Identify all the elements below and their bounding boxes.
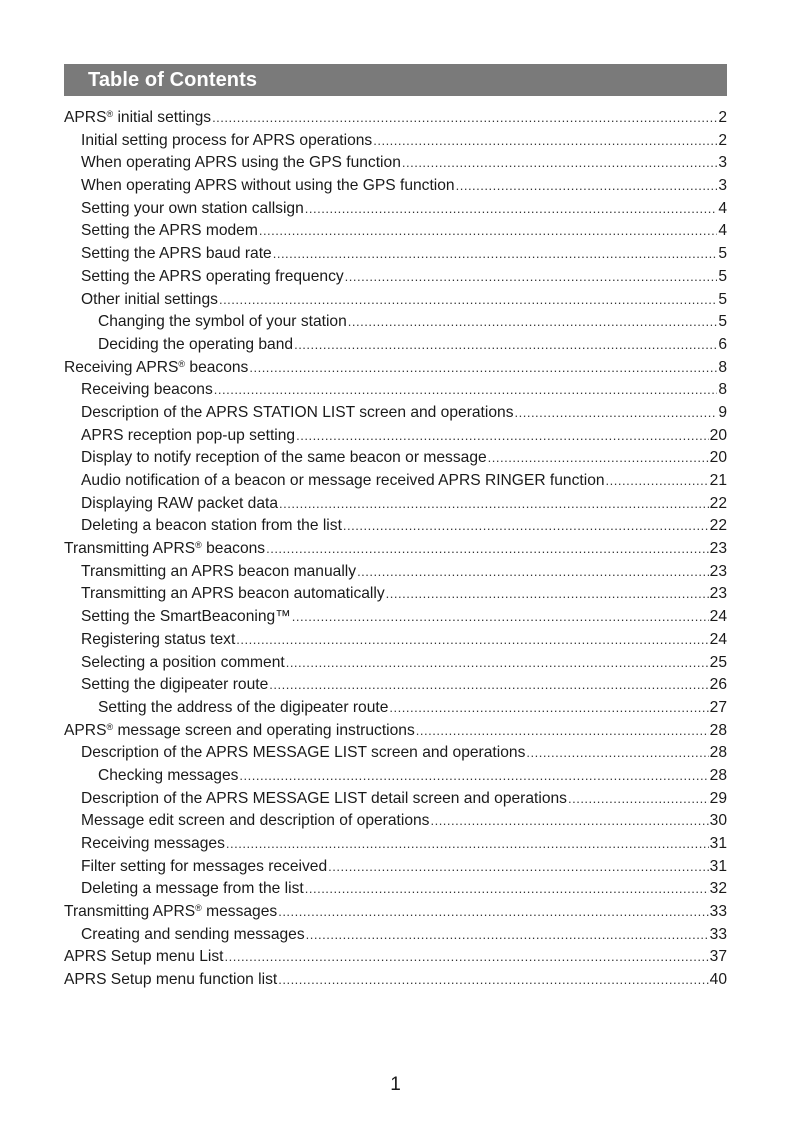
- dot-leader: [214, 379, 718, 402]
- toc-entry-title-text: Other initial settings: [81, 290, 218, 308]
- toc-entry-title-text: Changing the symbol of your station: [98, 313, 347, 331]
- toc-entry[interactable]: [64, 629, 727, 652]
- toc-entry-page: 20: [709, 426, 727, 444]
- toc-entry-title-text: Message edit screen and description of operations: [81, 812, 430, 830]
- toc-entry-page: 26: [709, 676, 727, 694]
- toc-entry-title: [81, 515, 342, 538]
- dot-leader: [357, 561, 709, 584]
- toc-entry-page: 37: [709, 948, 727, 966]
- toc-entry-title-text: Selecting a position comment: [81, 653, 285, 671]
- toc-entry-title: [81, 788, 567, 811]
- toc-entry-title-text: Audio notification of a beacon or message received APRS RINGER function: [81, 472, 605, 489]
- dot-leader: [259, 220, 717, 243]
- toc-entry-title: [81, 493, 278, 516]
- toc-entry-title: [81, 924, 305, 947]
- dot-leader: [305, 198, 718, 221]
- toc-entry-title: [64, 901, 277, 924]
- toc-entry[interactable]: [64, 924, 727, 947]
- toc-entry-title: [81, 152, 401, 175]
- toc-entry-title-text: Deleting a message from the list: [81, 880, 304, 898]
- toc-entry-title: [81, 379, 213, 402]
- page-number: 1: [390, 1074, 401, 1095]
- toc-entry-title-text: Setting the SmartBeaconing™: [81, 608, 291, 626]
- dot-leader: [269, 674, 708, 697]
- dot-leader: [305, 878, 709, 901]
- toc-entry-title-text: Setting the APRS modem: [81, 222, 258, 240]
- toc-entry-page: 40: [709, 971, 727, 989]
- toc-entry[interactable]: [64, 901, 727, 924]
- registered-mark: ®: [195, 903, 202, 914]
- toc-entry-page: 20: [709, 449, 727, 467]
- toc-entry-title-text: Displaying RAW packet data: [81, 494, 279, 512]
- toc-entry-title-text: When operating APRS using the GPS function: [81, 154, 401, 172]
- toc-entry-title-text: Setting the APRS operating frequency: [81, 267, 344, 285]
- toc-entry-page: 2: [718, 109, 727, 126]
- toc-entry[interactable]: [64, 266, 727, 289]
- toc-entry-title: [64, 107, 211, 130]
- toc-entry-title: [81, 175, 455, 198]
- toc-entry-page: 8: [718, 358, 727, 376]
- toc-entry-page: 9: [718, 403, 727, 421]
- toc-entry-title: [64, 720, 415, 743]
- dot-leader: [292, 606, 709, 629]
- toc-entry-title-text: Transmitting an APRS beacon manually: [81, 562, 357, 580]
- toc-entry[interactable]: [64, 674, 727, 697]
- toc-entry[interactable]: [64, 334, 727, 357]
- toc-entry-title: [98, 697, 388, 720]
- toc-entry-title-rest: message screen and operating instructions: [113, 721, 415, 739]
- dot-leader: [278, 901, 708, 924]
- toc-entry-title-text: Setting the digipeater route: [81, 676, 269, 694]
- toc-entry-title: [64, 946, 224, 969]
- toc-entry-page: 22: [709, 517, 727, 535]
- toc-entry-page: 28: [709, 721, 727, 739]
- toc-header-banner: [64, 64, 727, 96]
- dot-leader: [526, 742, 708, 765]
- toc-entry-title: [81, 130, 372, 153]
- toc-entry-page: 29: [709, 789, 727, 807]
- toc-entry-title-text: Registering status text: [81, 630, 236, 648]
- toc-entry-title-text: APRS Setup menu List: [64, 948, 224, 966]
- toc-entry-title: [64, 357, 248, 380]
- toc-entry[interactable]: [64, 765, 727, 788]
- toc-entry-title-rest: initial settings: [113, 109, 212, 126]
- toc-entry-page: 5: [718, 313, 727, 331]
- toc-entry[interactable]: [64, 606, 727, 629]
- toc-entry-title-rest: beacons: [185, 358, 249, 376]
- toc-entry[interactable]: [64, 583, 727, 606]
- toc-entry-title: [81, 674, 268, 697]
- toc-entry-page: 27: [709, 698, 727, 716]
- dot-leader: [389, 697, 708, 720]
- toc-entry-page: 33: [709, 925, 727, 943]
- toc-entry-title: [98, 765, 238, 788]
- toc-entry-page: 33: [709, 903, 727, 921]
- dot-leader: [219, 289, 717, 312]
- dot-leader: [273, 243, 718, 266]
- toc-entry-title-text: Receiving messages: [81, 835, 225, 852]
- toc-entry-title-text: Description of the APRS MESSAGE LIST detail screen and operations: [81, 789, 567, 807]
- toc-entry-page: 2: [718, 131, 727, 149]
- toc-entry[interactable]: [64, 243, 727, 266]
- toc-entry-page: 30: [709, 812, 727, 830]
- toc-entry-title-rest: messages: [201, 903, 278, 921]
- toc-entry-title: [81, 629, 235, 652]
- toc-entry-page: 25: [709, 653, 727, 671]
- toc-entry-page: 5: [718, 245, 727, 263]
- dot-leader: [606, 470, 709, 493]
- toc-entry-page: 5: [718, 290, 727, 308]
- toc-entry-title-text: Description of the APRS MESSAGE LIST screen and operations: [81, 744, 526, 762]
- toc-entry-title-text: Display to notify reception of the same beacon or message: [81, 449, 487, 467]
- toc-entry-title: [81, 470, 605, 493]
- toc-entry-title: [81, 810, 429, 833]
- toc-entry-page: 6: [718, 335, 727, 353]
- toc-entry-page: 3: [718, 154, 727, 172]
- dot-leader: [212, 107, 717, 130]
- toc-entry-title: [81, 402, 514, 425]
- toc-entry-title-text: Setting the APRS baud rate: [81, 245, 272, 263]
- toc-entry-title-text: Description of the APRS STATION LIST screen and operations: [81, 403, 514, 421]
- toc-entry[interactable]: [64, 289, 727, 312]
- toc-entry-page: 23: [709, 540, 727, 558]
- dot-leader: [328, 856, 709, 879]
- toc-entry-page: 22: [709, 494, 727, 512]
- toc-entry[interactable]: [64, 742, 727, 765]
- toc-entry-title-text: Creating and sending messages: [81, 925, 305, 943]
- toc-entry-title: [81, 243, 272, 266]
- toc-entry[interactable]: [64, 402, 727, 425]
- toc-entry-page: 4: [718, 199, 727, 217]
- toc-entry-title: [81, 833, 225, 856]
- toc-entry-page: 24: [709, 608, 727, 626]
- dot-leader: [430, 810, 708, 833]
- toc-entry[interactable]: [64, 379, 727, 402]
- toc-entry-page: 32: [709, 880, 727, 898]
- dot-leader: [345, 266, 718, 289]
- dot-leader: [279, 493, 709, 516]
- toc-entry-page: 23: [709, 562, 727, 580]
- toc-entry-title-text: Initial setting process for APRS operations: [81, 131, 373, 149]
- toc-entry-page: 31: [709, 835, 727, 852]
- toc-entry-title-text: When operating APRS without using the GPS function: [81, 177, 455, 195]
- dot-leader: [239, 765, 708, 788]
- toc-entry-title: [81, 878, 304, 901]
- toc-entry[interactable]: [64, 357, 727, 380]
- toc-entry[interactable]: [64, 425, 727, 448]
- dot-leader: [348, 311, 718, 334]
- toc-entry[interactable]: [64, 788, 727, 811]
- toc-entry-title-text: Deleting a beacon station from the list: [81, 517, 342, 535]
- toc-entry-page: 4: [718, 222, 727, 240]
- toc-entry-page: 28: [709, 766, 727, 784]
- toc-entry-title-text: Setting your own station callsign: [81, 199, 304, 217]
- toc-entry[interactable]: [64, 311, 727, 334]
- toc-entry-title-text: APRS reception pop-up setting: [81, 426, 296, 444]
- toc-entry[interactable]: [64, 856, 727, 879]
- toc-entry-page: 3: [718, 177, 727, 195]
- toc-entry-title: [81, 856, 327, 879]
- toc-entry-title-text: Setting the address of the digipeater route: [98, 698, 389, 716]
- toc-entry-title: [98, 334, 293, 357]
- toc-entry[interactable]: [64, 720, 727, 743]
- toc-entry[interactable]: [64, 561, 727, 584]
- dot-leader: [515, 402, 718, 425]
- toc-entry-page: 28: [709, 744, 727, 762]
- dot-leader: [236, 629, 708, 652]
- toc-entry-title: [81, 583, 385, 606]
- toc-entry[interactable]: [64, 652, 727, 675]
- toc-entry[interactable]: [64, 697, 727, 720]
- toc-entry-title: [81, 289, 218, 312]
- toc-entry[interactable]: [64, 969, 727, 992]
- toc-entry-title: [81, 220, 258, 243]
- toc-entry[interactable]: [64, 810, 727, 833]
- toc-entry-title-text: Transmitting an APRS beacon automatically: [81, 585, 385, 603]
- dot-leader: [386, 583, 709, 606]
- toc-entry[interactable]: [64, 470, 727, 493]
- toc-entry-title: [81, 266, 344, 289]
- toc-entry[interactable]: [64, 198, 727, 221]
- dot-leader: [296, 425, 709, 448]
- toc-entry-title-text: Receiving APRS: [64, 358, 179, 376]
- toc-entry-title-text: Filter setting for messages received: [81, 857, 328, 875]
- toc-entry-title-text: APRS: [64, 109, 107, 126]
- dot-leader: [294, 334, 717, 357]
- toc-entry-title-text: APRS: [64, 721, 107, 739]
- dot-leader: [225, 946, 709, 969]
- registered-mark: ®: [195, 540, 202, 551]
- toc-entry-title: [81, 606, 291, 629]
- toc-entry[interactable]: [64, 833, 727, 856]
- toc-entry-title-text: Receiving beacons: [81, 381, 213, 399]
- toc-entry[interactable]: [64, 447, 727, 470]
- dot-leader: [568, 788, 709, 811]
- toc-entry-title: [81, 198, 304, 221]
- toc-entry-title-text: APRS Setup menu function list: [64, 971, 278, 989]
- toc-entry[interactable]: [64, 152, 727, 175]
- toc-entry-title: [81, 742, 525, 765]
- toc-entry[interactable]: [64, 493, 727, 516]
- toc-entry-title-text: Deciding the operating band: [98, 335, 294, 353]
- toc-entry[interactable]: [64, 515, 727, 538]
- dot-leader: [249, 357, 717, 380]
- toc-entry-title: [64, 538, 265, 561]
- dot-leader: [286, 652, 709, 675]
- toc-entry[interactable]: [64, 130, 727, 153]
- dot-leader: [278, 969, 708, 992]
- toc-entry-page: 31: [709, 857, 727, 875]
- dot-leader: [373, 130, 717, 153]
- registered-mark: ®: [106, 721, 114, 732]
- toc-entry-title-text: Transmitting APRS: [64, 903, 196, 921]
- dot-leader: [226, 833, 709, 856]
- toc-entry-title: [64, 969, 277, 992]
- dot-leader: [488, 447, 709, 470]
- toc-entry-title: [81, 652, 285, 675]
- toc-entry[interactable]: [64, 175, 727, 198]
- toc-entry[interactable]: [64, 107, 727, 130]
- dot-leader: [266, 538, 709, 561]
- dot-leader: [456, 175, 718, 198]
- toc-entry-page: 21: [709, 472, 727, 489]
- toc-list: [64, 107, 727, 992]
- toc-entry-title-text: Transmitting APRS: [64, 540, 196, 558]
- dot-leader: [416, 720, 709, 743]
- toc-entry-title: [81, 561, 356, 584]
- toc-heading: Table of Contents: [88, 68, 258, 91]
- toc-entry-title: [98, 311, 347, 334]
- toc-entry-page: 8: [718, 381, 727, 399]
- registered-mark: ®: [106, 109, 114, 119]
- toc-entry-title: [81, 425, 295, 448]
- registered-mark: ®: [178, 358, 186, 369]
- dot-leader: [343, 515, 709, 538]
- toc-entry[interactable]: [64, 538, 727, 561]
- toc-entry-page: 23: [709, 585, 727, 603]
- toc-entry-page: 24: [709, 630, 727, 648]
- toc-entry[interactable]: [64, 946, 727, 969]
- toc-entry-title-rest: beacons: [201, 540, 266, 558]
- toc-entry[interactable]: [64, 878, 727, 901]
- dot-leader: [306, 924, 709, 947]
- toc-entry[interactable]: [64, 220, 727, 243]
- dot-leader: [402, 152, 717, 175]
- toc-entry-page: 5: [718, 267, 727, 285]
- toc-entry-title: [81, 447, 487, 470]
- toc-entry-title-text: Checking messages: [98, 766, 239, 784]
